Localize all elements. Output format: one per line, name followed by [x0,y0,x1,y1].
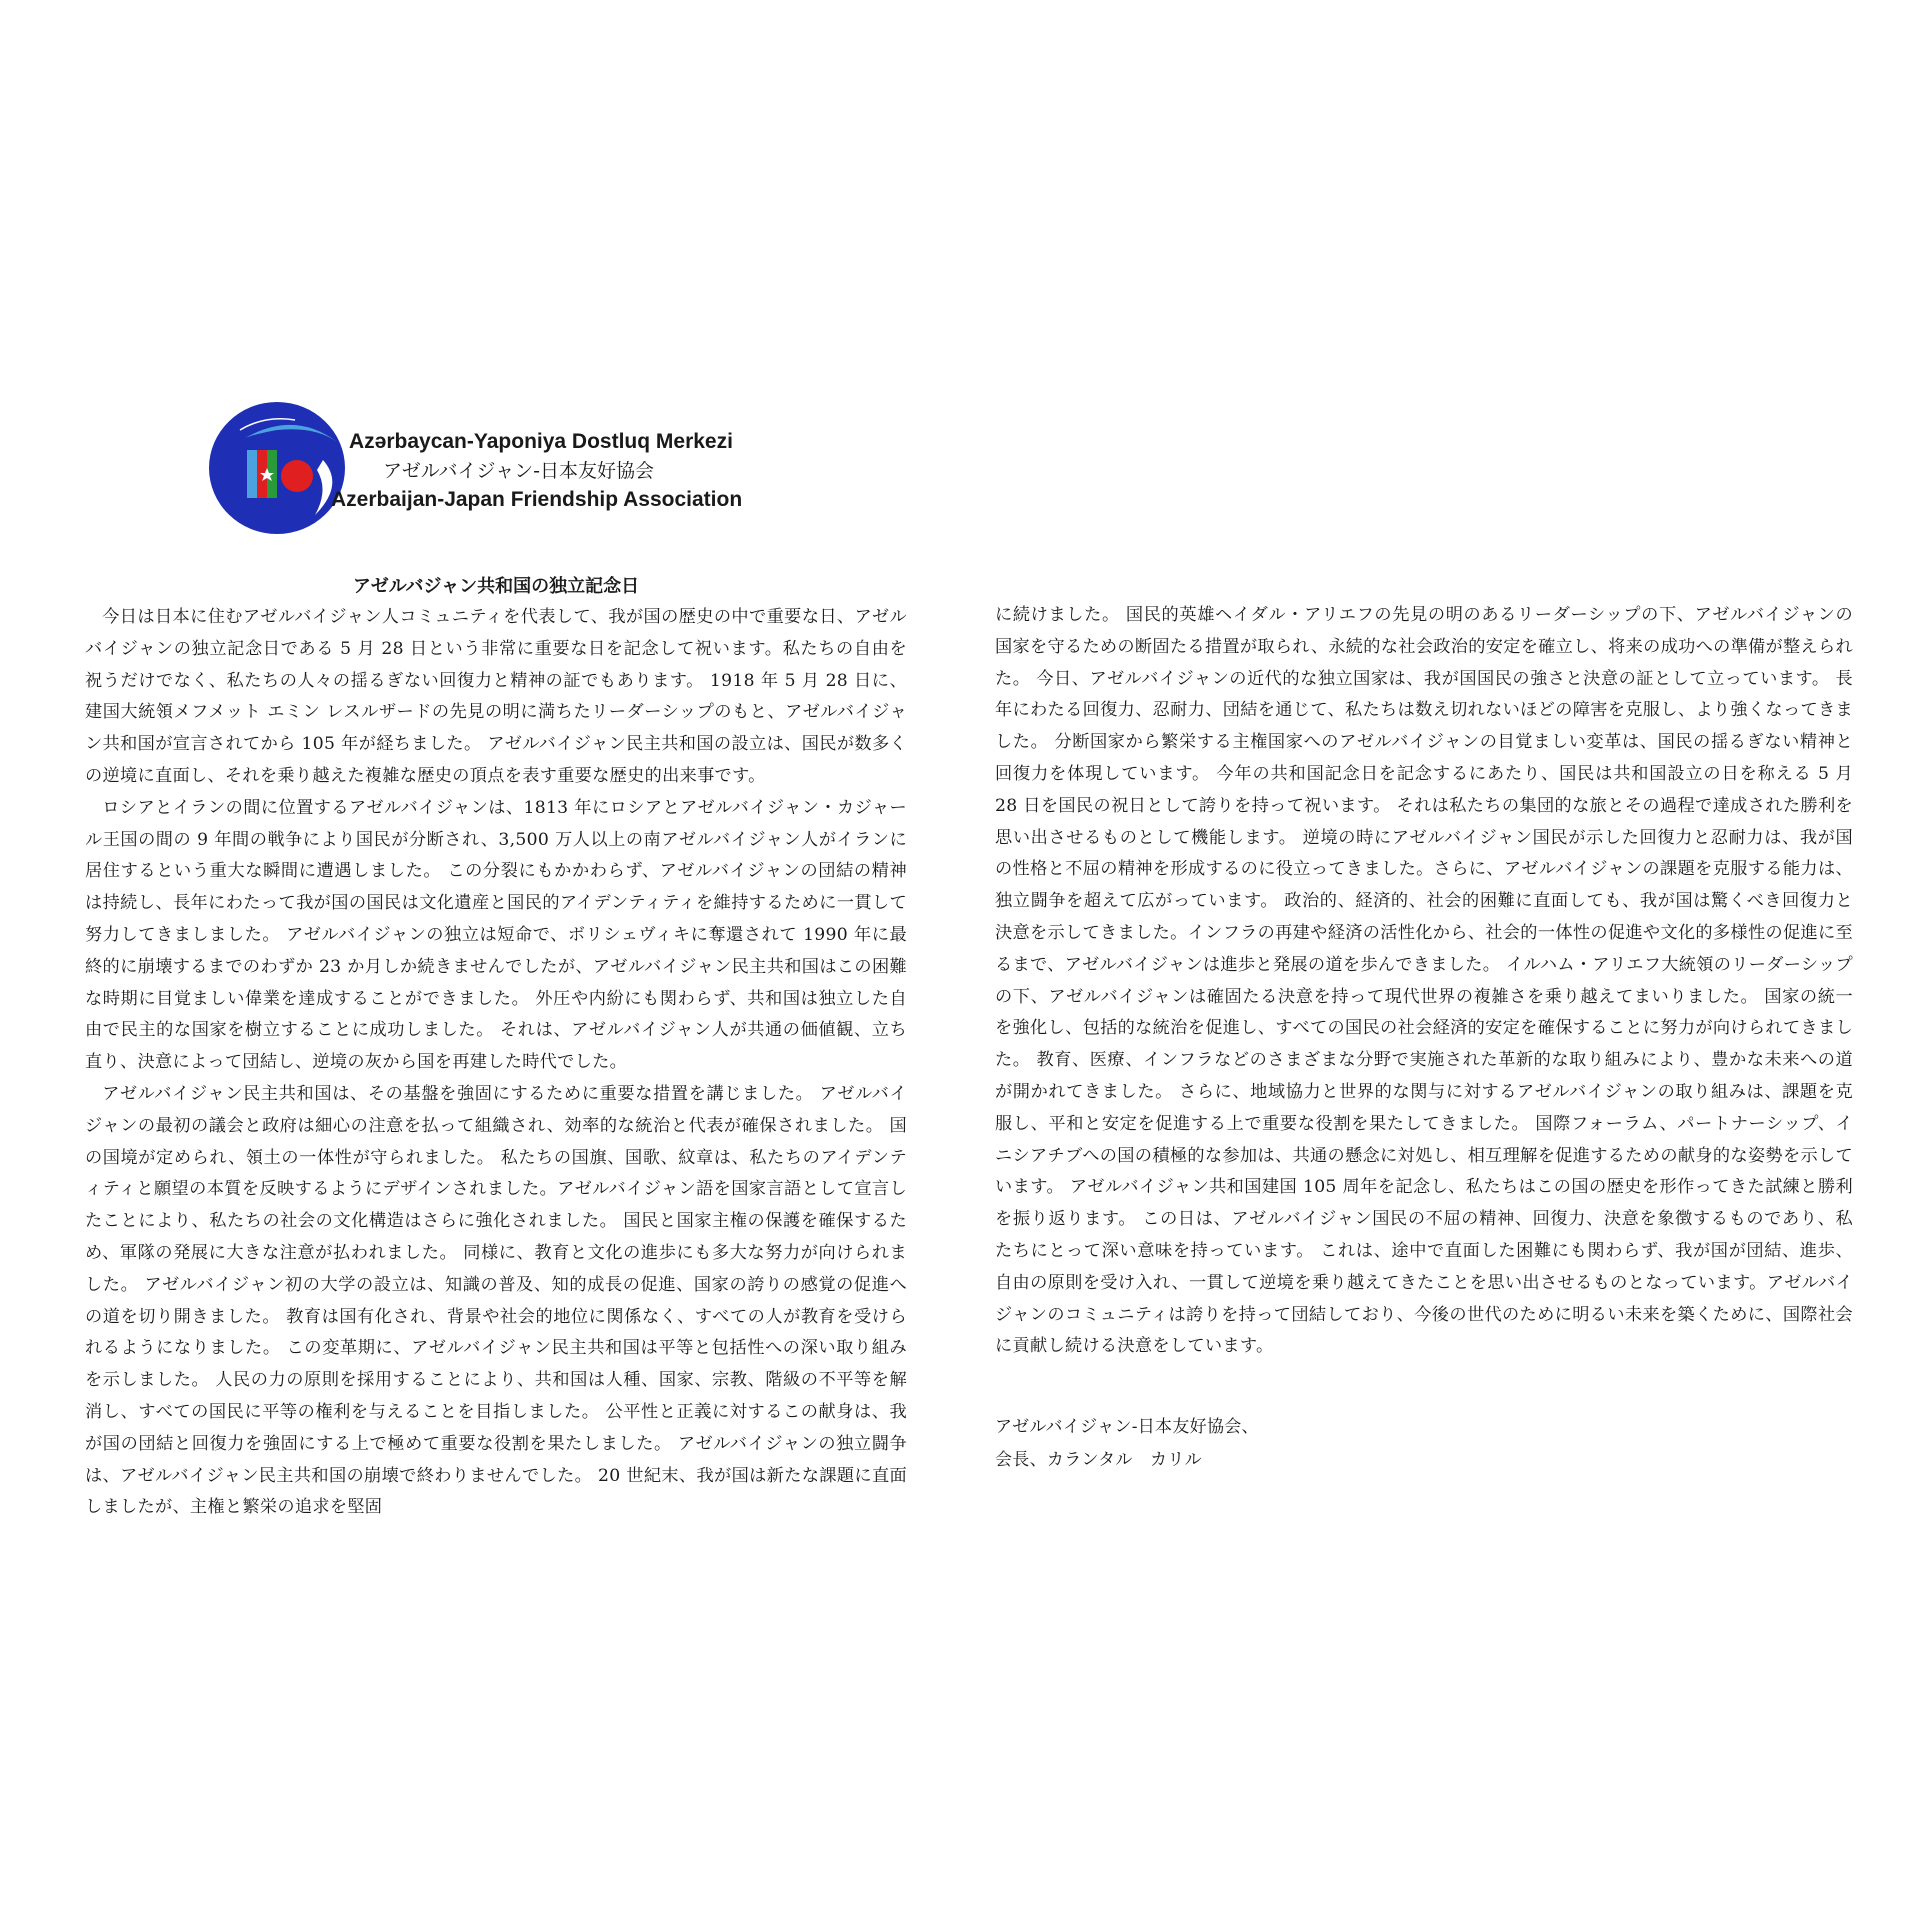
org-header [205,375,765,555]
signature-org: アゼルバイジャン-日本友好協会、 [995,1417,1259,1438]
org-name-japanese: アゼルバイジャン-日本友好協会 [383,460,654,482]
paragraph-3: アゼルバイジャン民主共和国は、その基盤を強固にするために重要な措置を講じました。 アゼルバイジャンの最初の議会と政府は細心の注意を払って組織され、効率的な統治と代表が確保されました。 国の国境が定められ、領土の一体性が守られました。 私たちの国旗、国歌、紋章は、私たちのアイデンティティと願望の本質を反映するようにデザインされました。アゼルバイジャン語を国家言語として宣言したことにより、私たちの社会の文化構造はさらに強化されました。 国民と国家主権の保護を確保するため、軍隊の発展に大きな注意が払われました。 同様に、教育と文化の進歩にも多大な努力が向けられました。 アゼルバイジャン初の大学の設立は、知識の普及、知的成長の促進、国家の誇りの感覚の促進への道を切り開きました。 教育は国有化され、背景や社会的地位に関係なく、すべての人が教育を受けられるようになりました。 この変革期に、アゼルバイジャン民主共和国は平等と包括性への深い取り組みを示しました。 人民の力の原則を採用することにより、共和国は人種、国家、宗教、階級の不平等を解消し、すべての国民に平等の権利を与えることを目指しました。 公平性と正義に対するこの献身は、我が国の団結と回復力を強固にする上で極めて重要な役割を果たしました。 アゼルバイジャンの独立闘争は、アゼルバイジャン民主共和国の崩壊で終わりませんでした。 20 世紀末、我が国は新たな課題に直面しましたが、主権と繁栄の追求を堅固 [85,1083,907,1518]
left-column [85,574,907,1524]
org-name-english: Azerbaijan-Japan Friendship Association [331,488,743,511]
right-column [995,600,1853,1477]
paragraph-3-continued: に続けました。 国民的英雄ヘイダル・アリエフの先見の明のあるリーダーシップの下、アゼルバイジャンの国家を守るための断固たる措置が取られ、永続的な社会政治的安定を確立し、将来の成功への準備が整えられた。 今日、アゼルバイジャンの近代的な独立国家は、我が国国民の強さと決意の証として立っています。 長年にわたる回復力、忍耐力、団結を通じて、私たちは数え切れないほどの障害を克服し、より強くなってきました。 分断国家から繁栄する主権国家へのアゼルバイジャンの目覚ましい変革は、国民の揺るぎない精神と回復力を体現しています。 今年の共和国記念日を記念するにあたり、国民は共和国設立の日を称える 5 月 28 日を国民の祝日として誇りを持って祝います。 それは私たちの集団的な旅とその過程で達成された勝利を思い出させるものとして機能します。 逆境の時にアゼルバイジャン国民が示した回復力と忍耐力は、我が国の性格と不屈の精神を形成するのに役立ってきました。さらに、アゼルバイジャンの課題を克服する能力は、独立闘争を超えて広がっています。 政治的、経済的、社会的困難に直面しても、我が国は驚くべき回復力と決意を示してきました。インフラの再建や経済の活性化から、社会的一体性の促進や文化的多様性の促進に至るまで、アゼルバイジャンは進歩と発展の道を歩んできました。 イルハム・アリエフ大統領のリーダーシップの下、アゼルバイジャンは確固たる決意を持って現代世界の複雑さを乗り越えてまいりました。 国家の統一を強化し、包括的な統治を促進し、すべての国民の社会経済的安定を確保することに努力が向けられてきました。 教育、医療、インフラなどのさまざまな分野で実施された革新的な取り組みにより、豊かな未来への道が開かれてきました。 さらに、地域協力と世界的な関与に対するアゼルバイジャンの取り組みは、課題を克服し、平和と安定を促進する上で重要な役割を果たしてきました。 国際フォーラム、パートナーシップ、イニシアチブへの国の積極的な参加は、共通の懸念に対処し、相互理解を促進するための献身的な姿勢を示しています。 アゼルバイジャン共和国建国 105 周年を記念し、私たちはこの国の歴史を形作ってきた試練と勝利を振り返ります。 この日は、アゼルバイジャン国民の不屈の精神、回復力、決意を象徴するものであり、私たちにとって深い意味を持っています。 これは、途中で直面した困難にも関わらず、我が国が団結、進歩、自由の原則を受け入れ、一貫して逆境を乗り越えてきたことを思い出させるものとなっています。アゼルバイジャンのコミュニティは誇りを持って団結しており、今後の世代のために明るい未来を築くために、国際社会に貢献し続ける決意をしています。 [995,605,1853,1357]
paragraph-1: 今日は日本に住むアゼルバイジャン人コミュニティを代表して、我が国の歴史の中で重要な日、アゼルバイジャンの独立記念日である 5 月 28 日という非常に重要な日を記念して祝います。私たちの自由を祝うだけでなく、私たちの人々の揺るぎない回復力と精神の証でもあります。 1918 年 5 月 28 日に、建国大統領メフメット エミン レスルザードの先見の明に満ちたリーダーシップのもと、アゼルバイジャン共和国が宣言されてから 105 年が経ちました。 アゼルバイジャン民主共和国の設立は、国民が数多くの逆境に直面し、それを乗り越えた複雑な歴史の頂点を表す重要な歴史的出来事です。 [85,607,907,786]
paragraph-2: ロシアとイランの間に位置するアゼルバイジャンは、1813 年にロシアとアゼルバイジャン・カジャール王国の間の 9 年間の戦争により国民が分断され、3,500 万人以上の南アゼルバイジャン人がイランに居住するという重大な瞬間に遭遇しました。 この分裂にもかかわらず、アゼルバイジャンの団結の精神は持続し、長年にわたって我が国の国民は文化遺産と国民的アイデンティティを維持するために一貫して努力してきましました。 アゼルバイジャンの独立は短命で、ボリシェヴィキに奪還されて 1990 年に最終的に崩壊するまでのわずか 23 か月しか続きませんでしたが、アゼルバイジャン民主共和国はこの困難な時期に目覚ましい偉業を達成することができました。 外圧や内紛にも関わらず、共和国は独立した自由で民主的な国家を樹立することに成功しました。 それは、アゼルバイジャン人が共通の価値観、立ち直り、決意によって団結し、逆境の灰から国を再建した時代でした。 [85,797,907,1073]
signature-person: 会長、カランタル カリル [995,1450,1202,1471]
org-name-block [331,427,771,515]
document-title: アゼルバジャン共和国の独立記念日 [352,576,640,597]
org-name-azerbaijani: Azərbaycan-Yaponiya Dostluq Merkezi [349,430,733,453]
signature-block [995,1411,1853,1477]
